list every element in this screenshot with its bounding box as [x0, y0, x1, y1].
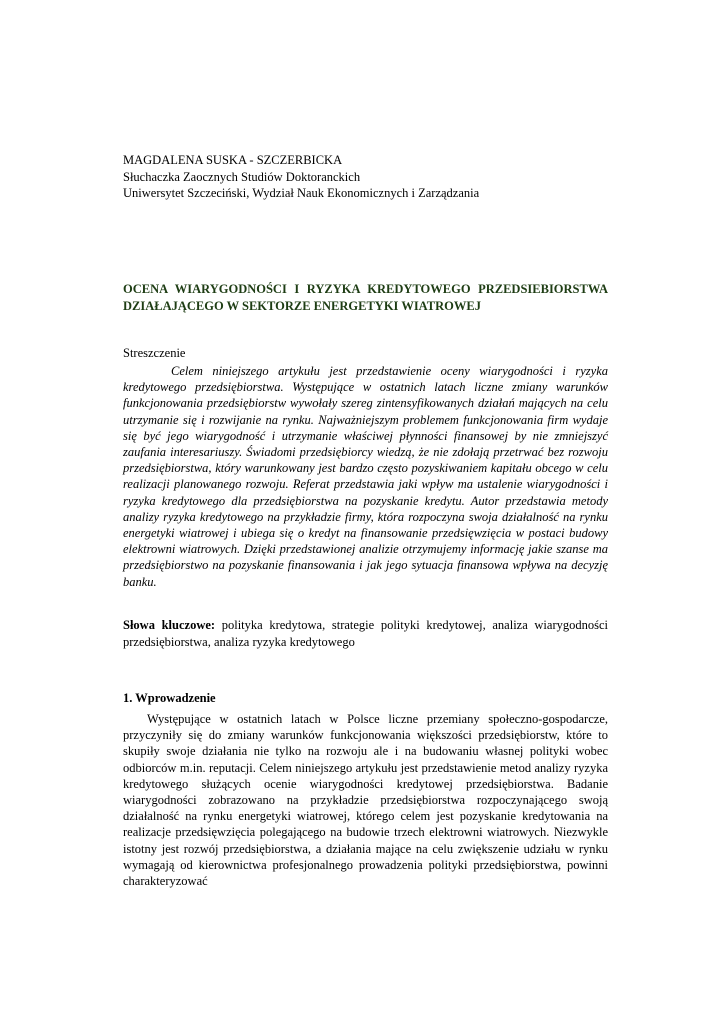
abstract-label: Streszczenie	[123, 346, 186, 360]
paper-title: OCENA WIARYGODNOŚCI I RYZYKA KREDYTOWEGO PRZEDSIEBIORSTWA DZIAŁAJĄCEGO W SEKTORZE ENERGETYKI WIATROWEJ	[123, 282, 608, 313]
author-role: Słuchaczka Zaocznych Studiów Doktoranckich	[123, 169, 361, 184]
section-body-text: Występujące w ostatnich latach w Polsce liczne przemiany społeczno-gospodarcze, przyczyniły się do zmiany warunków funkcjonowania większości przedsiębiorstw, które to skupiły swoje działania nie tylko na rozwoju ale i na budowaniu własnej polityki wobec odbiorców m.in. reputacji. Celem niniejszego artykułu jest przedstawienie metod analizy ryzyka kredytowego służących ocenie wiarygodności kredytowej przedsiębiorstwa. Badanie wiarygodności zobrazowano na przykładzie przedsiębiorstwa rozpoczynającego swoją działalność na rynku energetyki wiatrowej, którego celem jest pozyskanie kredytowania na realizacje przedsięwzięcia polegającego na budowie trzech elektrowni wiatrowych. Niezwykle istotny jest rozwój przedsiębiorstwa, a działania mające na celu zwiększenie udziału w rynku wymagają od kierownictwa profesjonalnego prowadzenia polityki przedsiębiorstwa, powinni charakteryzować	[123, 712, 608, 889]
keywords-paragraph	[123, 617, 608, 650]
author-affiliation: Uniwersytet Szczeciński, Wydział Nauk Ekonomicznych i Zarządzania	[123, 186, 480, 200]
keywords-label: Słowa kluczowe:	[123, 618, 216, 632]
keywords-text: polityka kredytowa, strategie polityki kredytowej, analiza wiarygodności przedsiębiorstwa, analiza ryzyka kredytowego	[123, 618, 608, 649]
abstract-text: Celem niniejszego artykułu jest przedstawienie oceny wiarygodności i ryzyka kredytowego przedsiębiorstwa. Występujące w ostatnich latach liczne zmiany warunków funkcjonowania przedsiębiorstw wywołały szereg zintensyfikowanych działań mających na celu utrzymanie się i rozwijanie na rynku. Najważniejszym problemem funkcjonowania firm wydaje się być jego wiarygodność i utrzymanie właściwej płynności finansowej by nie zmniejszyć zaufania interesariuszy. Świadomi przedsiębiorcy wiedzą, że nie zdołają przetrwać bez rozwoju przedsiębiorstwa, który warunkowany jest bardzo często pozyskiwaniem kapitału obcego w celu realizacji planowanego rozwoju. Referat przedstawia jaki wpływ ma ustalenie wiarygodności i ryzyka kredytowego dla przedsiębiorstwa na pozyskanie kredytu. Autor przedstawia metody analizy ryzyka kredytowego na przykładzie firmy, która rozpoczyna swoja działalność na rynku energetyki wiatrowej i ubiega się o kredyt na finansowanie przedsięwzięcia w postaci budowy elektrowni wiatrowych. Dzięki przedstawionej analizie otrzymujemy informację jakie szanse ma przedsiębiorstwo na pozyskanie finansowania i jak jego sytuacja finansowa wpływa na decyzję banku.	[123, 364, 608, 589]
author-name: MAGDALENA SUSKA - SZCZERBICKA	[123, 153, 343, 167]
section-heading: 1. Wprowadzenie	[123, 691, 216, 705]
author-block	[123, 152, 608, 202]
